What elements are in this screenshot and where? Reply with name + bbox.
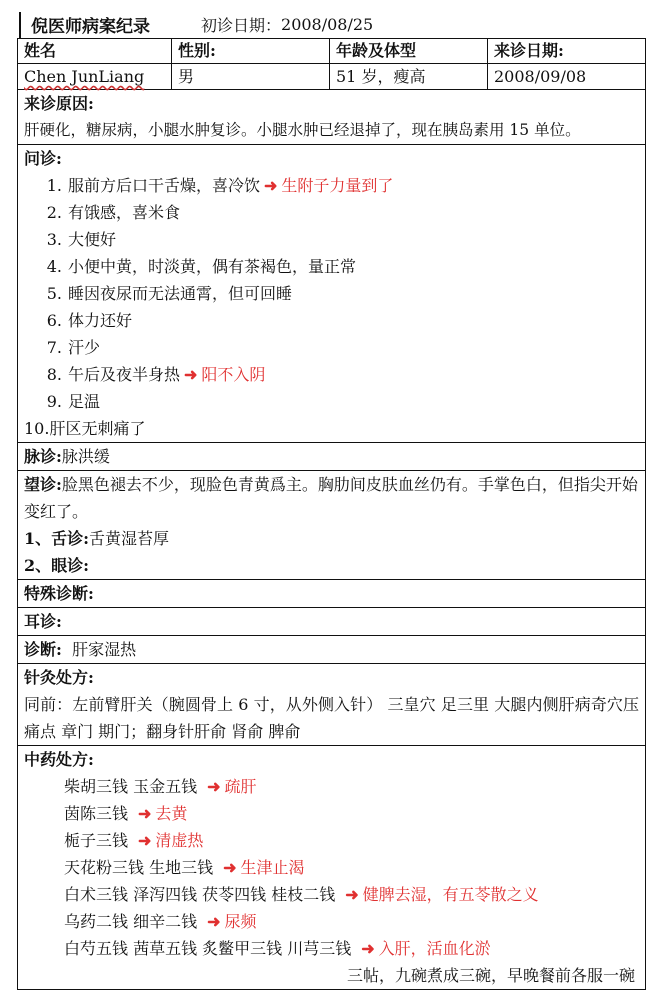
name-header: 姓名: [18, 39, 172, 64]
inquiry-item-text: 足温: [68, 392, 101, 411]
inquiry-list: [24, 172, 639, 415]
herb-effect: 清虚热: [155, 831, 204, 850]
herb-line: [64, 854, 639, 881]
inquiry-item-text: 小便中黄，时淡黄，偶有茶褐色，量正常: [68, 257, 357, 276]
herb-ingredients: 栀子三钱: [64, 831, 129, 850]
age-build-header: 年龄及体型: [330, 39, 488, 64]
acupuncture-section: [18, 664, 646, 746]
herb-effect: 疏肝: [224, 777, 257, 796]
diagnosis-text: 肝家湿热: [72, 640, 137, 659]
ear-diagnosis: 耳诊:: [18, 608, 646, 636]
inquiry-item-text: 汗少: [68, 338, 101, 357]
patient-name-text: Chen JunLiang: [24, 67, 145, 86]
inquiry-item: [24, 226, 639, 253]
herb-ingredients: 白芍五钱 茜草五钱 炙鳖甲三钱 川芎三钱: [64, 939, 352, 958]
inquiry-item: [24, 172, 639, 199]
inquiry-item-number: 7.: [46, 338, 62, 357]
special-diagnosis: 特殊诊断:: [18, 580, 646, 608]
visit-date: 2008/09/08: [488, 64, 646, 90]
inquiry-item-text: 体力还好: [68, 311, 133, 330]
case-record-page: [17, 10, 645, 990]
inquiry-item-note: 阳不入阴: [201, 365, 266, 384]
eye-label: 2、眼诊:: [24, 556, 90, 575]
herb-line: [64, 881, 639, 908]
inquiry-label: 问诊:: [24, 149, 62, 168]
patient-name: [18, 64, 172, 90]
inquiry-section: [18, 145, 646, 443]
record-table: [17, 38, 646, 990]
inquiry-item-number: 6.: [46, 311, 62, 330]
record-header: [17, 10, 645, 38]
herb-line: [64, 935, 639, 962]
inspection-text: 脸黑色褪去不少，现脸色青黄爲主。胸肋间皮肤血丝仍有。手掌色白，但指尖开始变红了。: [24, 475, 638, 521]
inquiry-item-note: 生附子力量到了: [281, 176, 394, 195]
herb-effect: 去黄: [155, 804, 188, 823]
inquiry-item-number: 9.: [46, 392, 62, 411]
inquiry-item-text: 服前方后口干舌燥，喜冷饮: [68, 176, 261, 195]
header-divider: [19, 12, 21, 38]
inquiry-item-number: 8.: [46, 365, 62, 384]
tongue-line: [24, 525, 639, 552]
reason-text: 肝硬化，糖尿病，小腿水肿复诊。小腿水肿已经退掉了，现在胰岛素用 15 单位。: [24, 121, 581, 139]
inspection-label: 望诊:: [24, 475, 62, 494]
pulse-label: 脉诊:: [24, 447, 62, 466]
inquiry-item-text: 睡因夜尿而无法通霄，但可回睡: [68, 284, 293, 303]
patient-age-build: 51 岁，瘦高: [330, 64, 488, 90]
herb-ingredients: 柴胡三钱 玉金五钱: [64, 777, 198, 796]
inquiry-item: [24, 307, 639, 334]
inquiry-item: [24, 334, 639, 361]
gender-header: 性别:: [172, 39, 330, 64]
tongue-text: 舌黄湿苔厚: [89, 529, 170, 548]
right-arrow-icon: ➜: [207, 912, 221, 931]
right-arrow-icon: ➜: [223, 858, 237, 877]
reason-section: [18, 90, 646, 145]
inquiry-item: [24, 199, 639, 226]
right-arrow-icon: ➜: [184, 365, 198, 384]
diagnosis-section: [18, 636, 646, 664]
acupuncture-label: 针灸处方:: [24, 668, 94, 687]
herb-line: [64, 908, 639, 935]
herb-line: [64, 773, 639, 800]
inquiry-item-text: 有饿感，喜米食: [68, 203, 181, 222]
inquiry-item-number: 1.: [46, 176, 62, 195]
herbal-label: 中药处方:: [24, 750, 94, 769]
inspection-paragraph: [24, 471, 639, 525]
pulse-text: 脉洪缓: [61, 447, 110, 466]
inquiry-item-number: 4.: [46, 257, 62, 276]
acupuncture-text: 同前：左前臂肝关（腕圆骨上 6 寸，从外侧入针） 三皇穴 足三里 大腿内侧肝病奇穴压痛点 章门 期门；翻身针肝俞 肾俞 脾俞: [24, 695, 639, 741]
diagnosis-label: 诊断:: [24, 640, 62, 659]
herb-line: [64, 827, 639, 854]
inquiry-item-number: 2.: [46, 203, 62, 222]
inquiry-item: [24, 388, 639, 415]
herb-effect: 入肝，活血化淤: [378, 939, 491, 958]
right-arrow-icon: ➜: [345, 885, 359, 904]
right-arrow-icon: ➜: [138, 831, 152, 850]
inquiry-item-text: 午后及夜半身热: [68, 365, 181, 384]
herb-ingredients: 白术三钱 泽泻四钱 茯苓四钱 桂枝二钱: [64, 885, 336, 904]
inquiry-item-10: 10.肝区无刺痛了: [24, 419, 146, 438]
herb-effect: 健脾去湿，有五苓散之义: [362, 885, 539, 904]
herb-effect: 尿频: [224, 912, 257, 931]
record-title: 倪医师病案纪录: [31, 16, 150, 37]
visit-date-header: 来诊日期:: [488, 39, 646, 64]
inquiry-item: [24, 361, 639, 388]
herb-effect: 生津止渴: [240, 858, 305, 877]
inspection-section: [18, 471, 646, 580]
inquiry-item: [24, 280, 639, 307]
first-visit-date: 2008/08/25: [281, 14, 374, 34]
pulse-section: [18, 443, 646, 471]
right-arrow-icon: ➜: [264, 176, 278, 195]
right-arrow-icon: ➜: [207, 777, 221, 796]
dosage-instructions: 三帖，九碗煮成三碗，早晚餐前各服一碗: [346, 966, 635, 985]
inquiry-item-number: 3.: [46, 230, 62, 249]
inquiry-item-text: 大便好: [68, 230, 117, 249]
reason-label: 来诊原因:: [24, 94, 94, 113]
inquiry-item-number: 5.: [46, 284, 62, 303]
first-visit-label: 初诊日期：: [201, 15, 282, 35]
right-arrow-icon: ➜: [138, 804, 152, 823]
inquiry-item: [24, 253, 639, 280]
herb-ingredients: 天花粉三钱 生地三钱: [64, 858, 214, 877]
tongue-label: 1、舌诊:: [24, 529, 90, 548]
right-arrow-icon: ➜: [361, 939, 375, 958]
herb-ingredients: 茵陈三钱: [64, 804, 129, 823]
herb-ingredients: 乌药二钱 细辛二钱: [64, 912, 198, 931]
herb-list: [24, 773, 639, 962]
herbal-section: [18, 746, 646, 990]
patient-gender: 男: [172, 64, 330, 90]
herb-line: [64, 800, 639, 827]
